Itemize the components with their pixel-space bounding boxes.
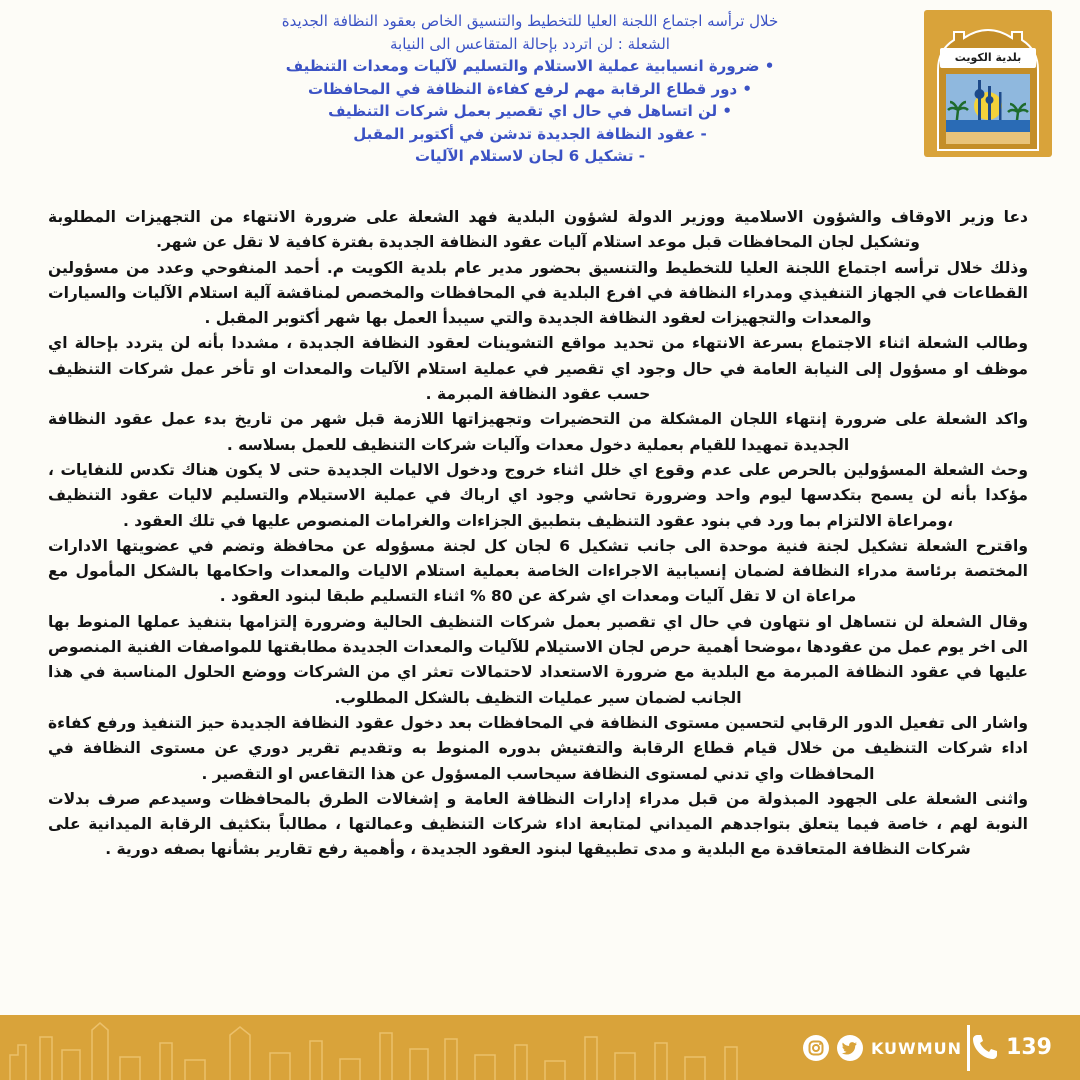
social-links (803, 1033, 962, 1063)
article-body (48, 205, 1028, 1015)
header-bullet-3: • لن اتساهل في حال اي تقصير بعمل شركات التنظيف (328, 102, 732, 120)
body-paragraph: وقال الشعلة لن نتساهل او نتهاون في حال اي تقصير بعمل شركات التنظيف الحالية وضرورة إلتزامها بتنفيذ عملها المنوط بها الى اخر يوم عمل من عقودها ،موضحا أهمية حرص لجان الاستيلام للآليات والمعدات الجديدة مطابقتها للمواصفات الفنية المنصوص عليها في عقود النظافة المبرمة مع البلدية مع ضرورة الاستعداد لاحتمالات تعثر اي من الشركات ووضع الحلول المناسبة في هذا الجانب لضمان سير عمليات التظيف بالشكل المطلوب. (48, 612, 1028, 707)
hotline[interactable] (970, 1031, 1052, 1063)
article-header (150, 10, 910, 202)
twitter-icon[interactable] (837, 1035, 863, 1061)
body-paragraph: واكد الشعلة على ضرورة إنتهاء اللجان المشكلة من التحضيرات وتجهيزاتها اللازمة قبل شهر من تاريخ بدء عمل عقود النظافة الجديدة تمهيدا للقيام بعملية دخول معدات وآليات شركات التنظيف للعمل بسلاسه . (48, 410, 1028, 454)
logo-label: بلدية الكويت (940, 48, 1036, 68)
header-line-1: خلال ترأسه اجتماع اللجنة العليا للتخطيط والتنسيق الخاص بعقود النظافة الجديدة (281, 12, 779, 30)
social-handle[interactable]: KUWMUN (870, 1038, 962, 1058)
body-paragraph: وحث الشعلة المسؤولين بالحرص على عدم وقوع اي خلل اثناء خروج ودخول الاليات الجديدة حتى لا يكون هناك تكدس للنفايات ، مؤكدا بأنه لن يسمح بتكدسها ليوم واحد وضرورة تحاشي وجود اي ارباك في عملية الاستيلام والتسليم لاليات عقود التنظيف ،ومراعاة الالتزام بما ورد في بنود عقود التنظيف بتطبيق الجزاءات والغرامات المنصوص عليها في تلك العقود . (48, 460, 1028, 530)
body-paragraph: واقترح الشعلة تشكيل لجنة فنية موحدة الى جانب تشكيل 6 لجان كل لجنة مسؤوله عن محافظة وتضم في عضويتها الادارات المختصة برئاسة مدراء النظافة لضمان إنسيابية الاجراءات الخاصة بعملية استلام الاليات والمعدات واحكامها بالشكل المأمول مع مراعاة ان لا تقل آليات ومعدات اي شركة عن 80 % اثناء التسليم طبقا لبنود العقود . (48, 536, 1028, 606)
hotline-number: 139 (1006, 1034, 1052, 1060)
header-bullet-5: - تشكيل 6 لجان لاستلام الآليات (415, 147, 645, 165)
instagram-icon[interactable] (803, 1035, 829, 1061)
header-line-2: الشعلة : لن اتردد بإحالة المتقاعس الى النيابة (390, 34, 670, 53)
footer-bar (0, 1015, 1080, 1080)
header-bullet-1: • ضرورة انسيابية عملية الاستلام والتسليم لآليات ومعدات التنظيف (285, 57, 775, 75)
body-paragraph: واشار الى تفعيل الدور الرقابي لتحسين مستوى النظافة في المحافظات بعد دخول عقود النظافة الجديدة حيز التنفيذ ورفع كفاءة اداء شركات التنظيف من خلال قيام قطاع الرقابة والتفتيش بدوره المنوط به وتقديم تقرير دوري عن مستوى النظافة في المحافظات واي تدني لمستوى النظافة سيحاسب المسؤول عن هذا التقاعس او التقصير . (48, 713, 1028, 783)
body-paragraph: دعا وزير الاوقاف والشؤون الاسلامية ووزير الدولة لشؤون البلدية فهد الشعلة على ضرورة الانتهاء من التجهيزات المطلوبة وتشكيل لجان المحافظات قبل موعد استلام آليات عقود النظافة الجديدة بفترة كافية لا تقل عن شهر. (48, 208, 1028, 252)
kuwait-municipality-logo (924, 10, 1052, 157)
body-paragraph: واثنى الشعلة على الجهود المبذولة من قبل مدراء إدارات النظافة العامة و إشغالات الطرق بالمحافظات وسيدعم صرف بدلات النوبة لهم ، خاصة فيما يتعلق بتواجدهم الميداني لمتابعة اداء شركات التنظيف وعمالتها ، مطالباً بتكثيف الرقابة الميدانية على شركات النظافة المتعاقدة مع البلدية و مدى تطبيقها لبنود العقود الجديدة ، وأهمية رفع تقارير بشأنها بصفه دورية . (48, 789, 1028, 859)
header-bullet-2: • دور قطاع الرقابة مهم لرفع كفاءة النظافة في المحافظات (308, 79, 752, 98)
logo-emblem-icon (924, 10, 1052, 157)
body-paragraph: وذلك خلال ترأسه اجتماع اللجنة العليا للتخطيط والتنسيق بحضور مدير عام بلدية الكويت م. أحمد المنفوحي وعدد من مسؤولين القطاعات في الجهاز التنفيذي ومدراء النظافة في افرع البلدية في المحافظات والمخصص لمناقشة آلية استلام الآليات والسيارات والمعدات والتجهيزات لعقود النظافة الجديدة والتي سيبدأ العمل بها شهر أكتوبر المقبل . (48, 258, 1028, 328)
skyline-decoration (0, 1015, 760, 1080)
header-bullet-4: - عقود النظافة الجديدة تدشن في أكتوبر المقبل (353, 124, 707, 143)
body-paragraph: وطالب الشعلة اثناء الاجتماع بسرعة الانتهاء من تحديد مواقع التشوينات لعقود النظافة الجديدة ، مشددا بأنه لن يتردد بإحالة اي موظف او مسؤول إلى النيابة العامة في حال وجود اي تقصير في عملية استلام الآليات والمعدات او تأخر عمل شركات التنظيف حسب عقود النظافة المبرمة . (48, 334, 1028, 404)
phone-icon (970, 1032, 1000, 1062)
